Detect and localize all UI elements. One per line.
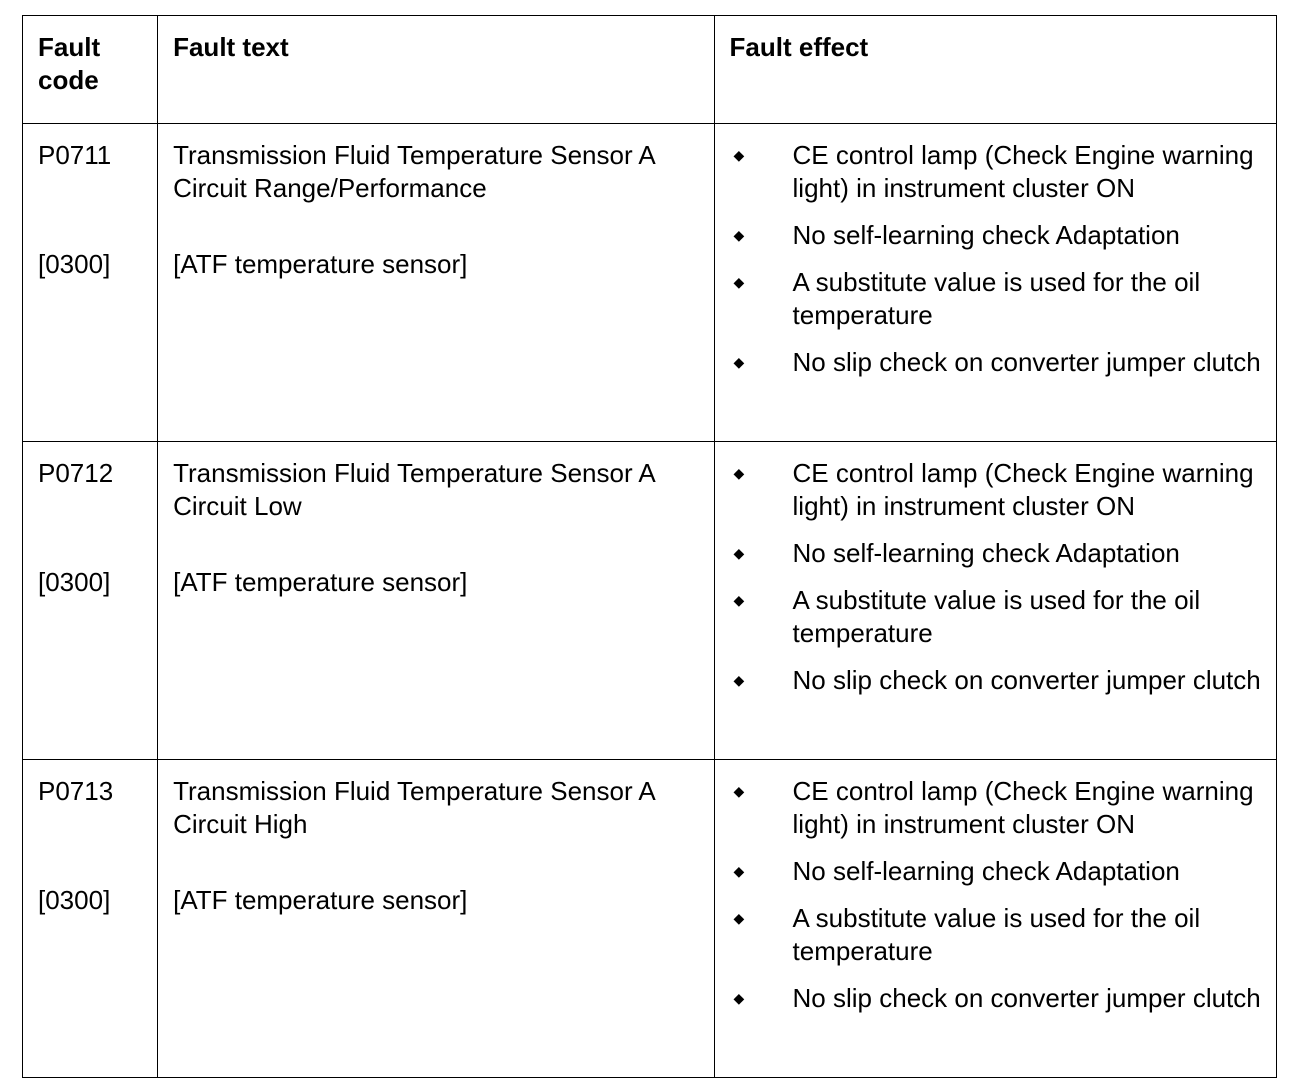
fault-text-secondary: [ATF temperature sensor] (173, 249, 468, 279)
fault-code: P0712 (38, 458, 114, 488)
effect-text: A substitute value is used for the oil temperature (792, 267, 1201, 330)
diamond-bullet-icon: ◆ (733, 465, 745, 481)
list-item (730, 775, 1262, 841)
list-item (730, 457, 1262, 523)
fault-text-cell (158, 442, 714, 760)
header-fault-text: Fault text (158, 16, 714, 124)
effect-text: CE control lamp (Check Engine warning light) in instrument cluster ON (792, 776, 1254, 839)
diamond-bullet-icon: ◆ (733, 910, 745, 926)
fault-text-secondary: [ATF temperature sensor] (173, 885, 468, 915)
list-item (730, 139, 1262, 205)
fault-text: Transmission Fluid Temperature Sensor A Circuit Range/Performance (173, 140, 655, 203)
diamond-bullet-icon: ◆ (733, 354, 745, 370)
fault-text-secondary: [ATF temperature sensor] (173, 567, 468, 597)
list-item (730, 902, 1262, 968)
diamond-bullet-icon: ◆ (733, 274, 745, 290)
header-fault-effect: Fault effect (714, 16, 1276, 124)
fault-effect-cell (714, 442, 1276, 760)
fault-effect-cell (714, 124, 1276, 442)
table-header-row (23, 16, 1277, 124)
diamond-bullet-icon: ◆ (733, 783, 745, 799)
diamond-bullet-icon: ◆ (733, 147, 745, 163)
list-item (730, 537, 1262, 570)
fault-text: Transmission Fluid Temperature Sensor A Circuit High (173, 776, 655, 839)
diamond-bullet-icon: ◆ (733, 545, 745, 561)
fault-code-cell (23, 124, 158, 442)
effect-text: A substitute value is used for the oil temperature (792, 903, 1201, 966)
diamond-bullet-icon: ◆ (733, 592, 745, 608)
effect-text: No self-learning check Adaptation (792, 538, 1180, 568)
fault-code-cell (23, 760, 158, 1078)
table-row (23, 124, 1277, 442)
diamond-bullet-icon: ◆ (733, 227, 745, 243)
diamond-bullet-icon: ◆ (733, 863, 745, 879)
fault-code: P0711 (38, 140, 112, 170)
fault-code-secondary: [0300] (38, 567, 111, 597)
diamond-bullet-icon: ◆ (733, 672, 745, 688)
fault-code-table (22, 15, 1277, 1078)
header-fault-code: Fault code (23, 16, 158, 124)
effect-text: No slip check on converter jumper clutch (792, 983, 1261, 1013)
list-item (730, 219, 1262, 252)
list-item (730, 855, 1262, 888)
list-item (730, 982, 1262, 1015)
fault-code-cell (23, 442, 158, 760)
table-row (23, 442, 1277, 760)
fault-effect-cell (714, 760, 1276, 1078)
effect-text: A substitute value is used for the oil temperature (792, 585, 1201, 648)
effect-text: CE control lamp (Check Engine warning light) in instrument cluster ON (792, 458, 1254, 521)
table-row (23, 760, 1277, 1078)
fault-effect-list (730, 457, 1262, 697)
fault-effect-list (730, 775, 1262, 1015)
fault-effect-list (730, 139, 1262, 379)
fault-code: P0713 (38, 776, 114, 806)
fault-code-secondary: [0300] (38, 249, 111, 279)
list-item (730, 584, 1262, 650)
diamond-bullet-icon: ◆ (733, 990, 745, 1006)
effect-text: No slip check on converter jumper clutch (792, 665, 1261, 695)
effect-text: No self-learning check Adaptation (792, 856, 1180, 886)
fault-code-secondary: [0300] (38, 885, 111, 915)
effect-text: No slip check on converter jumper clutch (792, 347, 1261, 377)
list-item (730, 346, 1262, 379)
fault-text-cell (158, 124, 714, 442)
list-item (730, 266, 1262, 332)
fault-text-cell (158, 760, 714, 1078)
effect-text: No self-learning check Adaptation (792, 220, 1180, 250)
fault-text: Transmission Fluid Temperature Sensor A Circuit Low (173, 458, 655, 521)
effect-text: CE control lamp (Check Engine warning light) in instrument cluster ON (792, 140, 1254, 203)
list-item (730, 664, 1262, 697)
